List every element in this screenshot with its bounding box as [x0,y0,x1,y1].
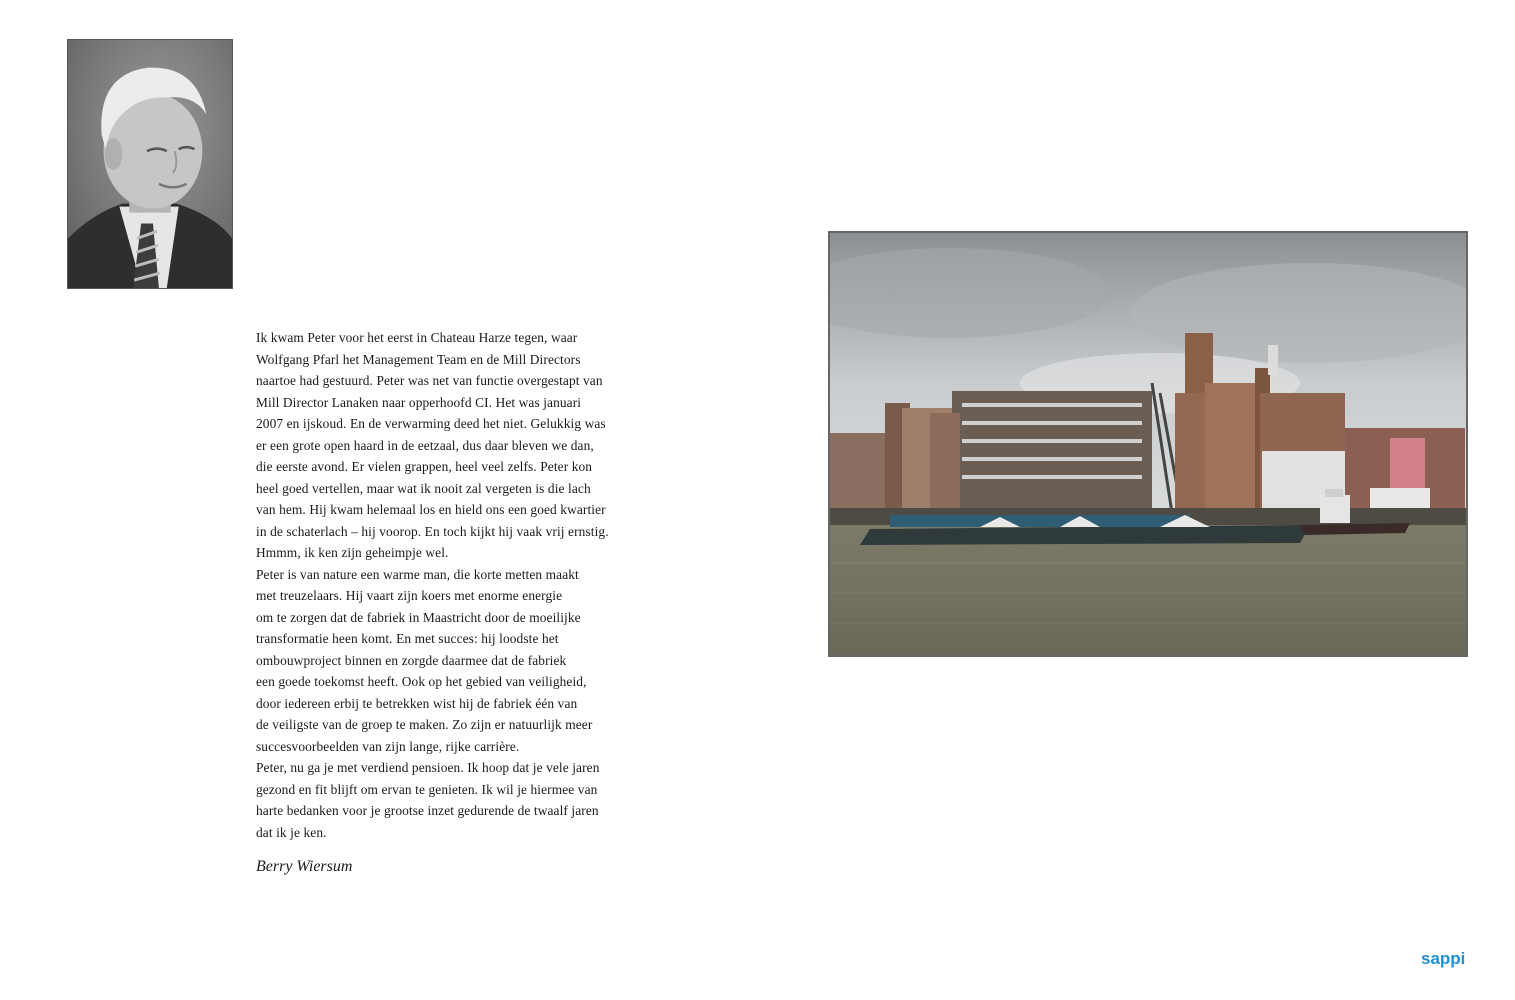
sappi-logo: sappi [1421,949,1466,968]
article-line: Mill Director Lanaken naar opperhoofd CI. Het was januari [256,394,582,410]
article-line: Hmmm, ik ken zijn geheimpje wel. [256,545,449,560]
article-body [256,327,676,843]
article-line: transformatie heen komt. En met succes: hij loodste het [256,631,559,646]
article-line: harte bedanken voor je grootse inzet gedurende de twaalf jaren [256,803,599,818]
article-line: van hem. Hij kwam helemaal los en hield ons een goed kwartier [256,502,606,517]
factory-photo [828,231,1468,657]
article-line: 2007 en ijskoud. En de verwarming deed het niet. Gelukkig was [256,416,606,431]
article-line: er een grote open haard in de eetzaal, dus daar bleven we dan, [256,437,594,453]
article-line: de veiligste van de groep te maken. Zo zijn er natuurlijk meer [256,717,593,732]
article-line: dat ik je ken. [256,824,327,840]
article-line: Wolfgang Pfarl het Management Team en de Mill Directors [256,351,581,367]
article-line: Peter, nu ga je met verdiend pensioen. Ik hoop dat je vele jaren [256,760,600,775]
article-line: succesvoorbeelden van zijn lange, rijke carrière. [256,738,520,754]
article-line: in de schaterlach – hij voorop. En toch kijkt hij vaak vrij ernstig. [256,523,609,539]
article-line: om te zorgen dat de fabriek in Maastricht door de moeilijke [256,609,581,625]
article-line: Peter is van nature een warme man, die korte metten maakt [256,566,579,582]
article-line: ombouwproject binnen en zorgde daarmee dat de fabriek [256,652,567,668]
article-line: naartoe had gestuurd. Peter was net van functie overgestapt van [256,373,603,388]
article-line: door iedereen erbij te betrekken wist hij de fabriek één van [256,695,578,711]
article-line: heel goed vertellen, maar wat ik nooit zal vergeten is die lach [256,480,591,496]
article-line: Ik kwam Peter voor het eerst in Chateau Harze tegen, waar [256,330,578,345]
article-line: gezond en fit blijft om ervan te genieten. Ik wil je hiermee van [256,781,598,797]
article-line: met treuzelaars. Hij vaart zijn koers met enorme energie [256,588,563,603]
author-signature: Berry Wiersum [256,858,353,875]
portrait-photo [67,39,233,289]
article-line: die eerste avond. Er vielen grappen, heel veel zelfs. Peter kon [256,459,593,474]
article-line: een goede toekomst heeft. Ook op het gebied van veiligheid, [256,674,587,689]
